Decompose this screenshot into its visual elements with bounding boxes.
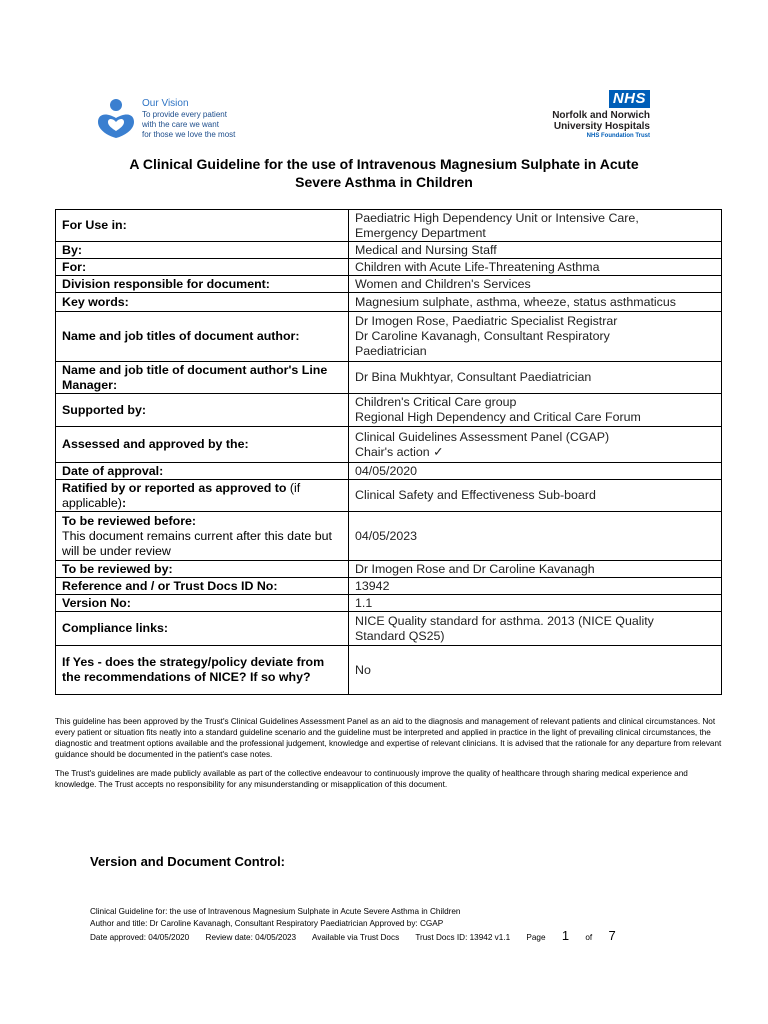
row-value-line: 1.1 xyxy=(355,595,373,610)
disclaimer-paragraph: The Trust's guidelines are made publicly available as part of the collective endeavour to continuously improve the quality of healthcare through sharing medical experience and knowledge. The Trust accepts no responsibility for any misunderstanding or misapplication of this document. xyxy=(55,769,688,789)
row-key-text: Key words: xyxy=(62,294,129,309)
row-value xyxy=(349,512,722,561)
row-key-note: This document remains current after this date but will be under review xyxy=(62,528,332,558)
table-row xyxy=(56,512,722,561)
row-value-line: Paediatrician xyxy=(355,344,427,358)
page-current: 1 xyxy=(561,928,570,943)
vision-line: To provide every patient xyxy=(142,110,227,119)
row-value xyxy=(349,312,722,362)
vision-title: Our Vision xyxy=(142,98,189,109)
table-row xyxy=(56,210,722,242)
row-key xyxy=(56,463,349,480)
our-vision-logo xyxy=(94,96,264,144)
row-key xyxy=(56,276,349,293)
row-value xyxy=(349,293,722,312)
trust-type: NHS Foundation Trust xyxy=(586,133,650,139)
row-value-line: Medical and Nursing Staff xyxy=(355,242,497,257)
row-key-text: Name and job title of document author's Line Manager: xyxy=(62,362,328,392)
row-key-text: To be reviewed by: xyxy=(62,561,173,576)
row-value-line: Dr Imogen Rose, Paediatric Specialist Registrar xyxy=(355,314,618,328)
footer-review-date: Review date: 04/05/2023 xyxy=(205,933,297,942)
row-key-text: Assessed and approved by the: xyxy=(62,437,249,451)
heart-hands-icon xyxy=(94,96,138,140)
table-row xyxy=(56,612,722,646)
row-key xyxy=(56,646,349,695)
row-key-end: : xyxy=(121,495,127,510)
page-footer xyxy=(90,906,690,944)
row-key-text: For: xyxy=(62,259,87,274)
row-value-line: Chair's action ✓ xyxy=(355,444,444,459)
row-key-text: Supported by: xyxy=(62,402,146,417)
row-value xyxy=(349,210,722,242)
row-value-line: No xyxy=(355,662,371,677)
row-value-line: Children's Critical Care group xyxy=(355,395,517,409)
row-value xyxy=(349,480,722,512)
row-key xyxy=(56,612,349,646)
row-key xyxy=(56,595,349,612)
table-row xyxy=(56,595,722,612)
row-key-text: Ratified by or reported as approved to xyxy=(62,480,287,495)
row-value-line: Children with Acute Life-Threatening Asthma xyxy=(355,259,600,274)
section-heading: Version and Document Control: xyxy=(90,854,286,869)
row-key xyxy=(56,427,349,463)
row-value xyxy=(349,612,722,646)
row-value xyxy=(349,259,722,276)
table-row xyxy=(56,362,722,394)
nhs-badge: NHS xyxy=(609,90,650,108)
row-key-text: Compliance links: xyxy=(62,621,169,635)
footer-guideline: Clinical Guideline for: the use of Intravenous Magnesium Sulphate in Acute Severe Asthma in Children xyxy=(90,907,461,916)
trust-name-line: Norfolk and Norwich xyxy=(552,110,650,121)
footer-author: Author and title: Dr Caroline Kavanagh, Consultant Respiratory Paediatrician Approved by: CGAP xyxy=(90,919,444,928)
table-row xyxy=(56,427,722,463)
row-key-text: For Use in: xyxy=(62,218,127,232)
page-of: of xyxy=(585,933,593,942)
row-value-line: Magnesium sulphate, asthma, wheeze, status asthmaticus xyxy=(355,294,676,309)
title-line: Severe Asthma in Children xyxy=(295,174,473,190)
row-value xyxy=(349,595,722,612)
row-value-line: NICE Quality standard for asthma. 2013 (NICE Quality xyxy=(355,613,654,628)
row-value-line: Standard QS25) xyxy=(355,628,445,643)
row-key-text: If Yes - does the strategy/policy deviate from the recommendations of NICE? If so why? xyxy=(62,655,325,684)
row-key xyxy=(56,242,349,259)
nhs-trust-logo xyxy=(540,90,650,140)
row-key xyxy=(56,312,349,362)
row-key-text: Version No: xyxy=(62,595,131,610)
row-value-line: Dr Caroline Kavanagh, Consultant Respiratory xyxy=(355,329,610,343)
vision-line: for those we love the most xyxy=(142,130,236,139)
table-row xyxy=(56,646,722,695)
vision-line: with the care we want xyxy=(142,120,219,129)
row-value-line: Regional High Dependency and Critical Care Forum xyxy=(355,410,641,424)
row-value-line: 04/05/2020 xyxy=(355,463,418,478)
row-key xyxy=(56,293,349,312)
row-key-suffix: (if applicable) xyxy=(62,480,301,510)
row-key xyxy=(56,394,349,427)
table-row xyxy=(56,293,722,312)
trust-name-line: University Hospitals xyxy=(553,121,650,132)
document-title xyxy=(90,155,678,191)
row-value xyxy=(349,242,722,259)
footer-available: Available via Trust Docs xyxy=(311,933,400,942)
table-row xyxy=(56,312,722,362)
row-key xyxy=(56,578,349,595)
table-row xyxy=(56,276,722,293)
row-key xyxy=(56,512,349,561)
row-key xyxy=(56,210,349,242)
title-line: A Clinical Guideline for the use of Intravenous Magnesium Sulphate in Acute xyxy=(129,156,639,172)
page-number xyxy=(526,928,629,943)
table-row xyxy=(56,463,722,480)
row-value xyxy=(349,578,722,595)
page-header xyxy=(0,88,768,148)
row-value xyxy=(349,646,722,695)
row-value xyxy=(349,463,722,480)
footer-meta xyxy=(90,930,690,944)
row-key-text: To be reviewed before: xyxy=(62,513,197,528)
row-value xyxy=(349,427,722,463)
row-key xyxy=(56,561,349,578)
row-value-line: 13942 xyxy=(355,578,390,593)
disclaimer-paragraph: This guideline has been approved by the Trust's Clinical Guidelines Assessment Panel as an aid to the diagnosis and management of relevant patients and clinical circumstances. Not every patient or situation fits neatly into a standard guideline scenario and the guideline must be interpreted and applied in practice in the light of prevailing clinical circumstances, the diagnostic and treatment options available and the professional judgement, knowledge and expertise of relevant clinicians. It is advised that the rationale for any departure from relevant guidance should be documented in the patient's case notes. xyxy=(55,717,722,759)
table-row xyxy=(56,480,722,512)
row-key-text: Name and job titles of document author: xyxy=(62,329,300,343)
footer-date-approved: Date approved: 04/05/2020 xyxy=(90,933,190,942)
row-key xyxy=(56,480,349,512)
table-row xyxy=(56,561,722,578)
row-key-text: By: xyxy=(62,242,82,257)
table-row xyxy=(56,578,722,595)
row-key-text: Division responsible for document: xyxy=(62,276,270,291)
row-value-line: Clinical Safety and Effectiveness Sub-board xyxy=(355,488,596,502)
row-key xyxy=(56,259,349,276)
trust-name xyxy=(540,110,650,132)
footer-docs-id: Trust Docs ID: 13942 v1.1 xyxy=(415,933,511,942)
row-key-text: Date of approval: xyxy=(62,463,164,478)
row-value-line: Dr Imogen Rose and Dr Caroline Kavanagh xyxy=(355,561,595,576)
row-value-line: Dr Bina Mukhtyar, Consultant Paediatrician xyxy=(355,370,592,384)
disclaimer xyxy=(55,716,723,798)
row-key-text: Reference and / or Trust Docs ID No: xyxy=(62,578,278,593)
vision-text xyxy=(142,98,235,140)
page-total: 7 xyxy=(608,928,616,943)
row-value xyxy=(349,561,722,578)
row-value-line: Clinical Guidelines Assessment Panel (CGAP) xyxy=(355,429,610,444)
row-value-line: Emergency Department xyxy=(355,225,486,240)
row-key xyxy=(56,362,349,394)
document-info-table xyxy=(55,209,722,695)
row-value xyxy=(349,362,722,394)
table-row xyxy=(56,242,722,259)
page-label: Page xyxy=(526,933,546,942)
row-value-line: Women and Children's Services xyxy=(355,276,531,291)
table-row xyxy=(56,259,722,276)
row-value xyxy=(349,276,722,293)
row-value-line: 04/05/2023 xyxy=(355,528,418,543)
row-value-line: Paediatric High Dependency Unit or Intensive Care, xyxy=(355,210,639,225)
row-value xyxy=(349,394,722,427)
table-row xyxy=(56,394,722,427)
